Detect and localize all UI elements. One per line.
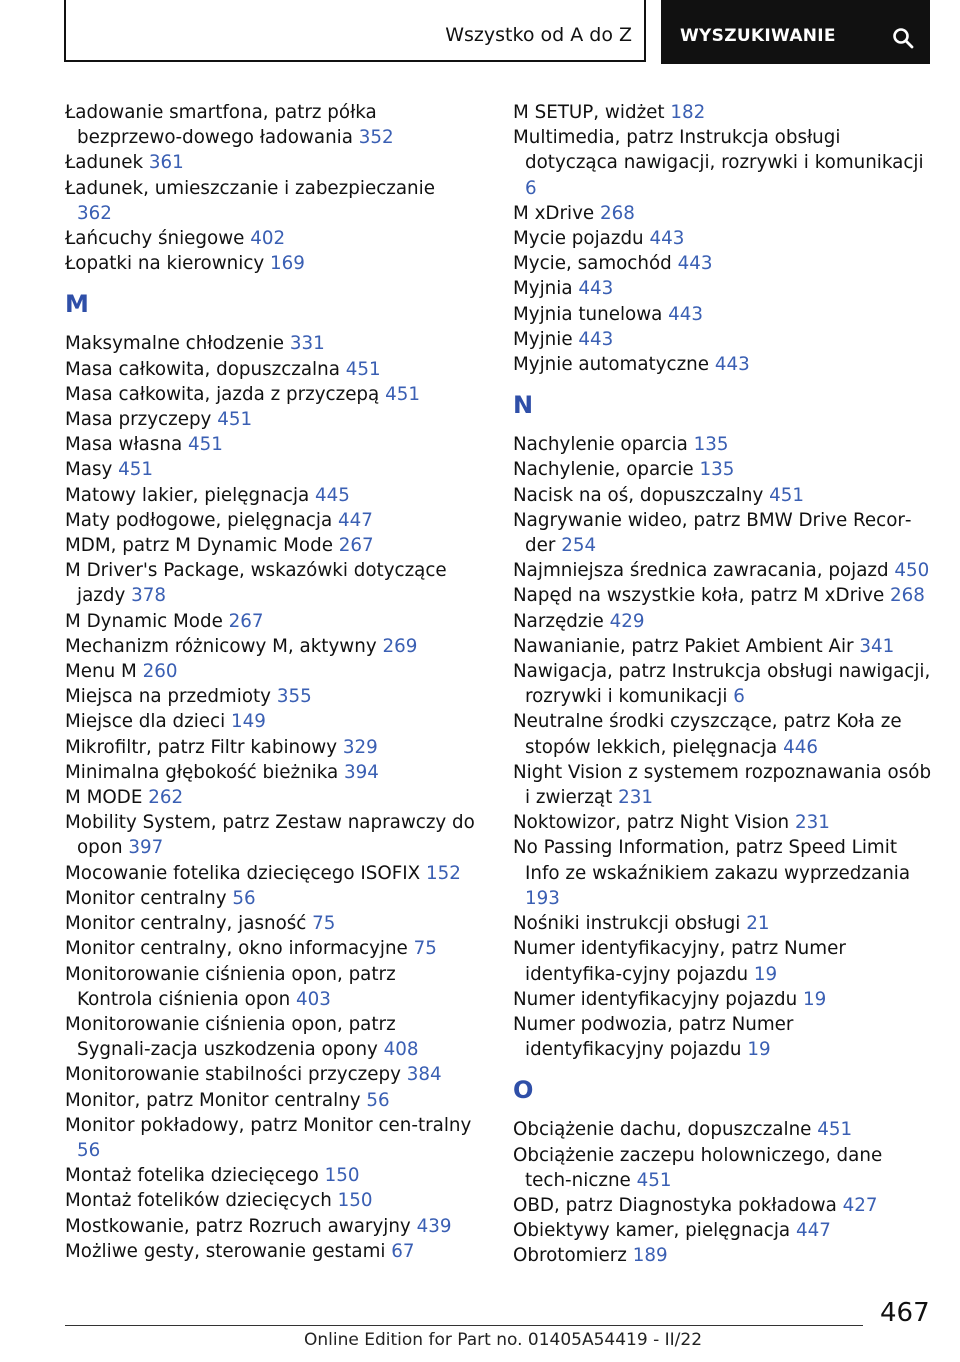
page-link[interactable]: 439	[416, 1215, 452, 1237]
index-entry-text: Masa całkowita, dopuszczalna	[65, 358, 340, 380]
index-entry-text: Matowy lakier, pielęgnacja	[65, 484, 310, 506]
page-link[interactable]: 152	[425, 862, 461, 884]
page-number: 467	[880, 1298, 930, 1328]
index-entry-text: M SETUP, widżet	[513, 102, 665, 123]
index-entry	[513, 226, 933, 251]
index-entry	[65, 634, 475, 659]
page-link[interactable]: 443	[578, 278, 614, 300]
page-link[interactable]: 6	[733, 686, 745, 708]
tab-index[interactable]	[64, 0, 646, 62]
index-entry	[65, 962, 475, 1012]
index-entry-text: Ładunek	[65, 152, 144, 174]
page-link[interactable]: 19	[753, 963, 778, 985]
index-entry-text: Minimalna głębokość bieżnika	[65, 761, 339, 783]
page-link[interactable]: 135	[699, 459, 735, 481]
index-entry	[65, 331, 475, 356]
page-link[interactable]: 269	[382, 635, 418, 657]
index-entry-text: M Dynamic Mode	[65, 610, 223, 632]
page-link[interactable]: 445	[315, 484, 350, 506]
page-link[interactable]: 329	[342, 736, 378, 758]
index-entry-text: Numer podwozia, patrz Numer identyfikacyjny pojazdu	[513, 1013, 794, 1061]
index-entry	[65, 659, 475, 684]
index-entry-text: Montaż fotelika dziecięcego	[65, 1165, 319, 1187]
index-entry-text: Obciążenie dachu, dopuszczalne	[513, 1119, 812, 1141]
index-entry-text: Masa własna	[65, 434, 183, 456]
index-entry	[65, 1239, 475, 1264]
index-column-right	[513, 100, 933, 1269]
page-link[interactable]: 355	[276, 686, 312, 708]
page-link[interactable]: 394	[344, 761, 379, 783]
index-entry	[513, 1193, 933, 1218]
page-link[interactable]: 231	[794, 812, 830, 834]
page-link[interactable]: 6	[525, 177, 537, 199]
index-entry	[65, 709, 475, 734]
page-link[interactable]: 56	[77, 1139, 101, 1161]
page-link[interactable]: 451	[817, 1119, 853, 1141]
index-entry-text: Myjnia	[513, 278, 573, 300]
page-link[interactable]: 231	[618, 787, 653, 809]
index-entry	[513, 201, 933, 226]
index-entry	[65, 1113, 475, 1163]
index-entry-text: M Driver's Package, wskazówki dotyczące jazdy	[65, 560, 447, 607]
index-entry-text: No Passing Information, patrz Speed Limit Info ze wskaźnikiem zakazu wyprzedzania	[513, 837, 911, 884]
page-link[interactable]: 262	[148, 787, 184, 809]
index-entry-text: Multimedia, patrz Instrukcja obsługi dotycząca nawigacji, rozrywki i komunikacji	[513, 127, 924, 174]
index-entry	[513, 583, 933, 608]
index-entry-text: Mycie, samochód	[513, 253, 672, 275]
index-entry-text: Numer identyfikacyjny pojazdu	[513, 988, 798, 1010]
page-link[interactable]: 254	[561, 535, 597, 557]
index-entry-text: Napęd na wszystkie koła, patrz M xDrive	[513, 585, 885, 607]
page-link[interactable]: 451	[385, 383, 420, 405]
page-link[interactable]: 135	[693, 434, 729, 456]
footer-text: Online Edition for Part no. 01405A54419 - II/22	[304, 1330, 703, 1350]
index-entry	[513, 251, 933, 276]
index-entry-text: Nagrywanie wideo, patrz BMW Drive Recor‐der	[513, 509, 912, 557]
index-entry	[513, 302, 933, 327]
index-entry-text: Miejsce dla dzieci	[65, 711, 226, 733]
index-entry	[513, 760, 933, 810]
index-entry-text: Masy	[65, 459, 113, 481]
index-entry-text: Mikrofiltr, patrz Filtr kabinowy	[65, 736, 338, 758]
index-entry	[65, 457, 475, 482]
index-entry	[65, 100, 475, 150]
index-entry-text: Nośniki instrukcji obsługi	[513, 913, 741, 935]
index-entry-text: Obiektywy kamer, pielęgnacja	[513, 1220, 791, 1242]
index-entry	[65, 609, 475, 634]
page-link[interactable]: 182	[670, 102, 706, 123]
index-entry	[513, 432, 933, 457]
index-entry-text: Mechanizm różnicowy M, aktywny	[65, 635, 377, 657]
page-link[interactable]: 429	[609, 610, 645, 632]
index-entry	[513, 911, 933, 936]
page-link[interactable]: 408	[383, 1039, 419, 1061]
index-entry	[65, 886, 475, 911]
page-link[interactable]: 149	[230, 711, 266, 733]
index-entry-text: Monitor centralny, okno informacyjne	[65, 938, 408, 960]
index-entry	[513, 558, 933, 583]
section-letter: M	[65, 290, 89, 319]
search-icon	[892, 27, 914, 49]
index-entry-text: Monitor centralny, jasność	[65, 913, 307, 935]
index-entry-text: Mobility System, patrz Zestaw naprawczy do opon	[65, 812, 475, 859]
index-entry-text: Nacisk na oś, dopuszczalny	[513, 484, 764, 506]
header-bar	[64, 0, 930, 64]
page-link[interactable]: 443	[668, 303, 704, 325]
index-entry-text: Montaż fotelików dziecięcych	[65, 1190, 332, 1212]
footer-divider	[65, 1325, 863, 1326]
index-entry-text: Neutralne środki czyszczące, patrz Koła ze stopów lekkich, pielęgnacja	[513, 711, 902, 758]
index-entry-text: Menu M	[65, 661, 137, 683]
index-entry-text: Obciążenie zaczepu holowniczego, dane tech‐niczne	[513, 1144, 883, 1191]
page-link[interactable]: 267	[228, 610, 264, 632]
page-link[interactable]: 403	[296, 988, 331, 1010]
index-entry	[513, 457, 933, 482]
page-link[interactable]: 443	[677, 253, 713, 275]
page-link[interactable]: 331	[289, 333, 325, 355]
index-entry	[65, 483, 475, 508]
index-entry	[65, 1062, 475, 1087]
index-entry-text: Narzędzie	[513, 610, 604, 632]
page-link[interactable]: 443	[714, 354, 750, 376]
index-entry	[513, 987, 933, 1012]
index-entry-text: Monitor pokładowy, patrz Monitor cen‐tralny	[65, 1114, 472, 1136]
index-entry-text: Mocowanie fotelika dziecięcego ISOFIX	[65, 862, 421, 884]
page-link[interactable]: 443	[649, 228, 685, 250]
index-entry	[65, 176, 475, 226]
index-entry-text: MDM, patrz M Dynamic Mode	[65, 535, 333, 557]
page-link[interactable]: 451	[188, 434, 223, 456]
page-link[interactable]: 189	[632, 1245, 668, 1267]
index-entry	[513, 100, 933, 125]
index-entry	[65, 508, 475, 533]
index-entry-text: Masa przyczepy	[65, 409, 212, 431]
index-entry	[513, 276, 933, 301]
index-entry	[65, 533, 475, 558]
index-entry	[513, 810, 933, 835]
index-entry-text: Monitor, patrz Monitor centralny	[65, 1089, 361, 1111]
page-link[interactable]: 451	[636, 1169, 672, 1191]
tab-search[interactable]	[661, 0, 930, 64]
index-entry	[65, 1163, 475, 1188]
page-link[interactable]: 75	[413, 938, 437, 960]
index-entry	[65, 251, 475, 276]
index-entry	[65, 684, 475, 709]
page-link[interactable]: 75	[312, 913, 336, 935]
page-link[interactable]: 341	[859, 635, 895, 657]
index-entry	[513, 835, 933, 911]
index-entry-text: Nachylenie oparcia	[513, 434, 688, 456]
index-entry	[65, 1214, 475, 1239]
index-entry	[65, 861, 475, 886]
index-entry	[513, 125, 933, 201]
page-link[interactable]: 384	[406, 1064, 442, 1086]
index-entry	[513, 936, 933, 986]
index-entry-text: OBD, patrz Diagnostyka pokładowa	[513, 1194, 837, 1216]
index-entry-text: Ładowanie smartfona, patrz półka bezprzewo‐dowego ładowania	[65, 102, 377, 149]
page-link[interactable]: 402	[250, 228, 286, 250]
index-entry	[513, 659, 933, 709]
index-entry	[513, 327, 933, 352]
index-entry-text: Monitorowanie ciśnienia opon, patrz Sygnali‐zacja uszkodzenia opony	[65, 1013, 396, 1061]
index-entry	[513, 609, 933, 634]
index-entry	[513, 1218, 933, 1243]
index-entry-text: Nawanianie, patrz Pakiet Ambient Air	[513, 635, 854, 657]
index-entry-text: Ładunek, umieszczanie i zabezpieczanie	[65, 177, 435, 199]
index-entry	[65, 357, 475, 382]
index-entry	[513, 1143, 933, 1193]
index-entry	[65, 432, 475, 457]
page-link[interactable]: 268	[599, 202, 635, 224]
index-entry-text: M MODE	[65, 787, 143, 809]
index-entry	[65, 558, 475, 608]
page-link[interactable]: 150	[324, 1165, 360, 1187]
page-link[interactable]: 19	[747, 1039, 771, 1061]
index-entry	[65, 1012, 475, 1062]
page-link[interactable]: 443	[578, 328, 614, 350]
index-entry-text: Monitor centralny	[65, 887, 227, 909]
index-entry	[65, 785, 475, 810]
index-column-left	[65, 100, 475, 1264]
index-entry	[513, 1243, 933, 1268]
index-entry	[65, 936, 475, 961]
index-entry	[513, 483, 933, 508]
page-link[interactable]: 397	[128, 837, 164, 859]
page-link[interactable]: 21	[746, 913, 770, 935]
page-link[interactable]: 450	[894, 560, 930, 582]
section-letter: N	[513, 391, 534, 420]
index-entry-text: Myjnie automatyczne	[513, 354, 710, 376]
index-entry	[65, 1188, 475, 1213]
index-entry-text: Mostkowanie, patrz Rozruch awaryjny	[65, 1215, 411, 1237]
index-entry-text: Mycie pojazdu	[513, 228, 644, 250]
page-link[interactable]: 56	[232, 887, 256, 909]
index-entry-text: Myjnie	[513, 328, 573, 350]
page-link[interactable]: 362	[77, 202, 112, 224]
page-link[interactable]: 67	[391, 1240, 415, 1262]
index-entry	[65, 1088, 475, 1113]
tab-index-label: Wszystko od A do Z	[445, 24, 632, 46]
page-link[interactable]: 267	[338, 535, 374, 557]
page-link[interactable]: 150	[337, 1190, 373, 1212]
section-letter: O	[513, 1076, 534, 1105]
index-entry	[513, 1012, 933, 1062]
index-entry-text: Obrotomierz	[513, 1245, 627, 1267]
tab-search-label: WYSZUKIWANIE	[680, 26, 836, 46]
index-entry	[65, 760, 475, 785]
index-entry-text: Monitorowanie ciśnienia opon, patrz Kontrola ciśnienia opon	[65, 963, 396, 1010]
index-entry	[513, 1117, 933, 1142]
index-entry	[65, 810, 475, 860]
page-link[interactable]: 268	[890, 585, 925, 607]
index-entry	[65, 735, 475, 760]
index-entry-text: Noktowizor, patrz Night Vision	[513, 812, 790, 834]
index-entry	[513, 634, 933, 659]
index-entry-text: Maty podłogowe, pielęgnacja	[65, 509, 333, 531]
index-entry-text: Masa całkowita, jazda z przyczepą	[65, 383, 380, 405]
page-link[interactable]: 260	[142, 661, 178, 683]
index-entry-text: Możliwe gesty, sterowanie gestami	[65, 1240, 386, 1262]
page-link[interactable]: 447	[795, 1220, 831, 1242]
index-entry	[513, 709, 933, 759]
page-link[interactable]: 427	[842, 1194, 878, 1216]
page-link[interactable]: 446	[783, 736, 818, 758]
index-entry-text: Łopatki na kierownicy	[65, 253, 265, 275]
page-link[interactable]: 19	[802, 988, 827, 1010]
index-entry-text: Maksymalne chłodzenie	[65, 333, 285, 355]
index-entry	[65, 382, 475, 407]
index-entry-text: Myjnia tunelowa	[513, 303, 663, 325]
index-entry-text: M xDrive	[513, 202, 595, 224]
index-entry-text: Monitorowanie stabilności przyczepy	[65, 1064, 401, 1086]
page-link[interactable]: 447	[337, 509, 373, 531]
index-entry	[65, 911, 475, 936]
index-entry-text: Nachylenie, oparcie	[513, 459, 694, 481]
index-entry	[65, 407, 475, 432]
index-entry-text: Nawigacja, patrz Instrukcja obsługi nawigacji, rozrywki i komunikacji	[513, 661, 931, 708]
index-entry-text: Night Vision z systemem rozpoznawania osób i zwierząt	[513, 761, 932, 809]
index-entry	[65, 150, 475, 175]
page-link[interactable]: 451	[217, 409, 253, 431]
page-link[interactable]: 378	[131, 585, 167, 607]
index-entry	[513, 508, 933, 558]
index-entry	[65, 226, 475, 251]
page-link[interactable]: 193	[525, 887, 560, 909]
page-link[interactable]: 56	[366, 1089, 390, 1111]
page-link[interactable]: 451	[118, 459, 154, 481]
page-link[interactable]: 361	[148, 152, 184, 174]
page-link[interactable]: 451	[345, 358, 381, 380]
page-link[interactable]: 169	[270, 253, 305, 275]
index-entry-text: Numer identyfikacyjny, patrz Numer identyfika‐cyjny pojazdu	[513, 938, 846, 985]
index-entry	[513, 352, 933, 377]
index-entry-text: Łańcuchy śniegowe	[65, 228, 245, 250]
index-entry-text: Najmniejsza średnica zawracania, pojazd	[513, 560, 889, 582]
index-entry-text: Miejsca na przedmioty	[65, 686, 271, 708]
page-link[interactable]: 451	[769, 484, 805, 506]
page-link[interactable]: 352	[358, 127, 394, 149]
